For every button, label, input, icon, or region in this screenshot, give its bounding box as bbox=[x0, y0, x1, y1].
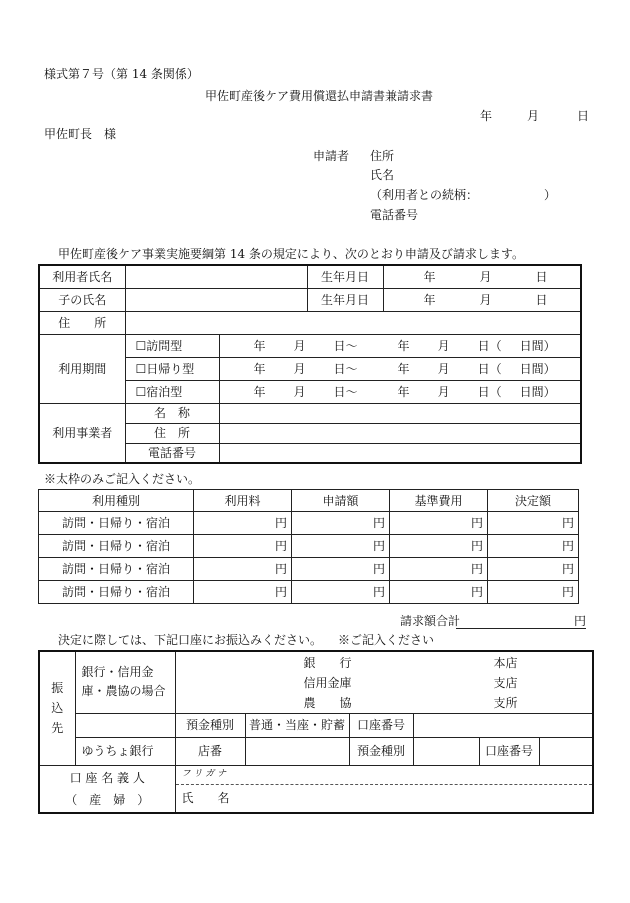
paren-text: 日（ bbox=[477, 361, 502, 376]
yucho-label: ゆうちょ銀行 bbox=[75, 737, 175, 765]
applicant-name-label: 氏名 bbox=[370, 168, 395, 182]
facility-address-field[interactable] bbox=[219, 423, 581, 443]
deposit-kinds[interactable]: 普通・当座・貯蓄 bbox=[245, 713, 349, 737]
facility-phone-field[interactable] bbox=[219, 443, 581, 463]
account-holder-sub: （ 産 婦 ） bbox=[65, 792, 150, 807]
month-text: 月 bbox=[437, 384, 450, 399]
tilde-text: 日～ bbox=[333, 338, 358, 353]
bank-name-field[interactable] bbox=[175, 651, 593, 713]
yucho-deposit-type-label: 預金種別 bbox=[349, 737, 413, 765]
holder-name-label: 氏 名 bbox=[181, 790, 230, 805]
year-text: 年 bbox=[253, 384, 266, 399]
form-number: 様式第７号（第 14 条関係） bbox=[44, 67, 199, 81]
addressee: 甲佐町長 様 bbox=[44, 127, 117, 141]
yucho-account-number-field[interactable] bbox=[539, 737, 593, 765]
shop-number-label: 店番 bbox=[175, 737, 245, 765]
paren-text: 日（ bbox=[477, 338, 502, 353]
year-text: 年 bbox=[423, 269, 436, 284]
thick-frame-note: ※太枠のみご記入ください。 bbox=[44, 472, 201, 486]
applicant-label: 申請者 bbox=[313, 149, 350, 163]
month-text: 月 bbox=[479, 292, 492, 307]
year-text: 年 bbox=[397, 361, 410, 376]
year-text: 年 bbox=[397, 384, 410, 399]
facility-phone-label: 電話番号 bbox=[125, 443, 219, 463]
applicant-phone-label: 電話番号 bbox=[370, 208, 419, 222]
period-stay-field[interactable] bbox=[219, 380, 581, 403]
total-underline[interactable] bbox=[456, 628, 586, 629]
bank-table bbox=[38, 650, 594, 814]
total-yen: 円 bbox=[574, 614, 587, 628]
fee-decision-cell[interactable]: 円 bbox=[488, 512, 579, 535]
month-text: 月 bbox=[293, 338, 306, 353]
day-text: 日 bbox=[535, 292, 548, 307]
account-number-field[interactable] bbox=[413, 713, 593, 737]
branch-text: 支店 bbox=[493, 676, 518, 690]
fee-standard-cell[interactable]: 円 bbox=[390, 581, 488, 604]
tilde-text: 日～ bbox=[333, 384, 358, 399]
fee-header-standard: 基準費用 bbox=[390, 490, 488, 512]
month-text: 月 bbox=[293, 384, 306, 399]
fee-usage-cell[interactable]: 円 bbox=[194, 512, 292, 535]
fee-standard-cell[interactable]: 円 bbox=[390, 535, 488, 558]
yucho-account-number-label: 口座番号 bbox=[479, 737, 539, 765]
facility-address-label: 住 所 bbox=[125, 423, 219, 443]
user-birth-field[interactable] bbox=[383, 265, 581, 288]
intro-text: 甲佐町産後ケア事業実施要綱第 14 条の規定により、次のとおり申請及び請求します。 bbox=[58, 247, 524, 261]
date-day: 日 bbox=[577, 109, 590, 123]
fill-note: ※ご記入ください bbox=[338, 633, 435, 647]
bank-case-label: 銀行・信用金庫・農協の場合 bbox=[75, 651, 175, 713]
transfer-note: 決定に際しては、下記口座にお振込みください。 bbox=[58, 633, 323, 647]
fee-request-cell[interactable]: 円 bbox=[292, 512, 390, 535]
shinkin-text: 信用金庫 bbox=[303, 676, 352, 690]
facility-label: 利用事業者 bbox=[39, 403, 125, 463]
fee-request-cell[interactable]: 円 bbox=[292, 581, 390, 604]
child-name-label: 子の氏名 bbox=[39, 288, 125, 311]
fee-request-cell[interactable]: 円 bbox=[292, 535, 390, 558]
deposit-type-label: 預金種別 bbox=[175, 713, 245, 737]
days-text: 日間） bbox=[519, 338, 556, 353]
furigana-divider bbox=[176, 784, 593, 785]
month-text: 月 bbox=[293, 361, 306, 376]
year-text: 年 bbox=[423, 292, 436, 307]
year-text: 年 bbox=[253, 361, 266, 376]
child-name-field[interactable] bbox=[125, 288, 307, 311]
fee-usage-cell[interactable]: 円 bbox=[194, 535, 292, 558]
month-text: 月 bbox=[437, 338, 450, 353]
account-holder-field[interactable] bbox=[175, 765, 593, 813]
fee-decision-cell[interactable]: 円 bbox=[488, 558, 579, 581]
month-text: 月 bbox=[437, 361, 450, 376]
days-text: 日間） bbox=[519, 384, 556, 399]
year-text: 年 bbox=[397, 338, 410, 353]
year-text: 年 bbox=[253, 338, 266, 353]
nokyo-text: 農 協 bbox=[303, 696, 352, 710]
type-visit[interactable]: ☐訪問型 bbox=[125, 334, 219, 357]
fee-row-type[interactable]: 訪問・日帰り・宿泊 bbox=[39, 558, 194, 581]
sub-branch-text: 支所 bbox=[493, 696, 518, 710]
user-birth-label: 生年月日 bbox=[307, 265, 383, 288]
fee-usage-cell[interactable]: 円 bbox=[194, 581, 292, 604]
fee-row-type[interactable]: 訪問・日帰り・宿泊 bbox=[39, 512, 194, 535]
fee-standard-cell[interactable]: 円 bbox=[390, 558, 488, 581]
type-daytrip[interactable]: ☐日帰り型 bbox=[125, 357, 219, 380]
date-month: 月 bbox=[527, 109, 540, 123]
type-stay[interactable]: ☐宿泊型 bbox=[125, 380, 219, 403]
account-number-label: 口座番号 bbox=[349, 713, 413, 737]
bank-case-spacer bbox=[75, 713, 175, 737]
fee-usage-cell[interactable]: 円 bbox=[194, 558, 292, 581]
period-label: 利用期間 bbox=[39, 334, 125, 403]
fee-row-type[interactable]: 訪問・日帰り・宿泊 bbox=[39, 535, 194, 558]
fee-request-cell[interactable]: 円 bbox=[292, 558, 390, 581]
shop-number-field[interactable] bbox=[245, 737, 349, 765]
user-name-field[interactable] bbox=[125, 265, 307, 288]
day-text: 日 bbox=[535, 269, 548, 284]
fee-decision-cell[interactable]: 円 bbox=[488, 535, 579, 558]
month-text: 月 bbox=[479, 269, 492, 284]
transfer-dest-label: 振込先 bbox=[39, 651, 75, 765]
facility-name-label: 名 称 bbox=[125, 403, 219, 423]
tilde-text: 日～ bbox=[333, 361, 358, 376]
furigana-label: フ リ ガ ナ bbox=[181, 768, 227, 779]
address-label: 住 所 bbox=[39, 311, 125, 334]
fee-header-usage: 利用料 bbox=[194, 490, 292, 512]
total-label: 請求額合計 bbox=[400, 614, 461, 628]
fee-header-decision: 決定額 bbox=[488, 490, 579, 512]
main-branch-text: 本店 bbox=[493, 656, 518, 670]
fee-standard-cell[interactable]: 円 bbox=[390, 512, 488, 535]
applicant-relation-label: （利用者との続柄： ） bbox=[370, 188, 557, 202]
fee-table bbox=[38, 489, 579, 604]
fee-header-type: 利用種別 bbox=[39, 490, 194, 512]
fee-header-request: 申請額 bbox=[292, 490, 390, 512]
days-text: 日間） bbox=[519, 361, 556, 376]
paren-text: 日（ bbox=[477, 384, 502, 399]
user-info-table bbox=[38, 264, 582, 464]
account-holder-title: 口 座 名 義 人 bbox=[69, 770, 145, 785]
address-field[interactable] bbox=[125, 311, 581, 334]
user-name-label: 利用者氏名 bbox=[39, 265, 125, 288]
fee-row-type[interactable]: 訪問・日帰り・宿泊 bbox=[39, 581, 194, 604]
child-birth-label: 生年月日 bbox=[307, 288, 383, 311]
child-birth-field[interactable] bbox=[383, 288, 581, 311]
account-holder-label bbox=[39, 765, 175, 813]
page-title: 甲佐町産後ケア費用償還払申請書兼請求書 bbox=[205, 89, 434, 103]
period-visit-field[interactable] bbox=[219, 334, 581, 357]
fee-decision-cell[interactable]: 円 bbox=[488, 581, 579, 604]
bank-text: 銀 行 bbox=[303, 656, 352, 670]
period-daytrip-field[interactable] bbox=[219, 357, 581, 380]
yucho-deposit-type-field[interactable] bbox=[413, 737, 479, 765]
date-year: 年 bbox=[480, 109, 493, 123]
facility-name-field[interactable] bbox=[219, 403, 581, 423]
applicant-address-label: 住所 bbox=[370, 149, 395, 163]
